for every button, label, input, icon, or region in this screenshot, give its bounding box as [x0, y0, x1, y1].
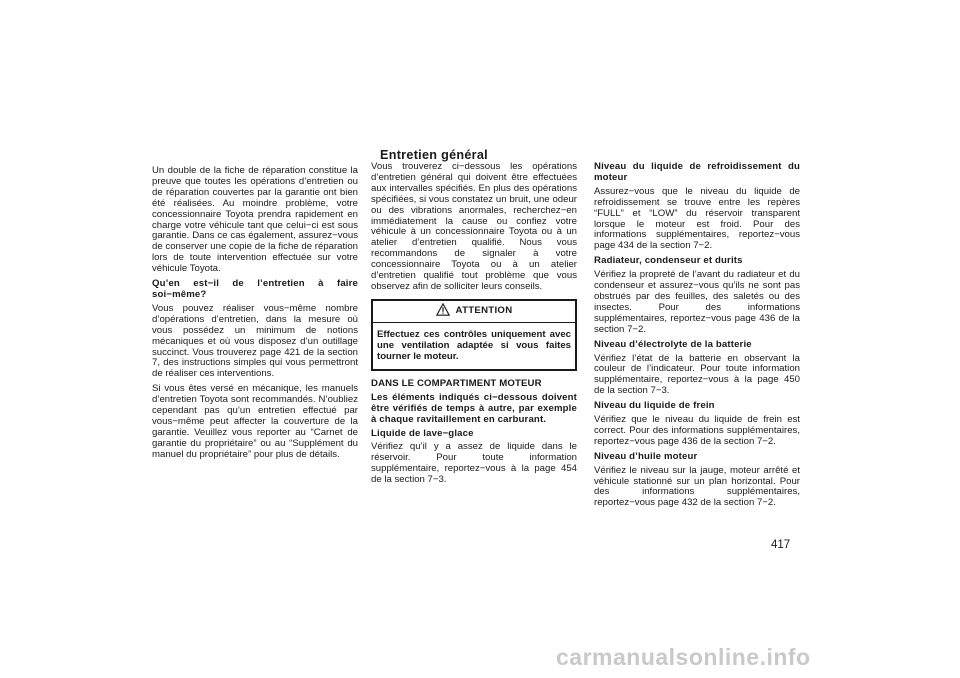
heading-radiator: Radiateur, condenseur et durits — [594, 255, 743, 267]
paragraph-washer-fluid: Vérifiez qu’il y a assez de liquide dans le réservoir. Pour toute information supplémentaire, reportez−vous à la page 454 de la section 7−3. — [371, 441, 577, 486]
paragraph-self-maintenance: Vous pouvez réaliser vous−même nombre d’opérations d’entretien, dans la mesure où vous possédez un minimum de notions mécaniques et où vous disposez d’un outillage succinct. Vous trouverez page 421 de la section 7, des instructions simples qui vous permettront de réaliser ces interventions. — [152, 302, 358, 380]
heading-battery-electrolyte: Niveau d’électrolyte de la batterie — [594, 338, 752, 350]
column-right — [594, 162, 800, 513]
page-number: 417 — [771, 539, 791, 551]
attention-header — [373, 301, 575, 323]
column-middle — [371, 162, 577, 490]
paragraph-service-manuals: Si vous êtes versé en mécanique, les manuels d’entretien Toyota sont recommandés. N’oubliez cependant pas qu’un entretien effectué par vous−même peut affecter la couverture de la garantie. Veuillez vous reporter au “Carnet de garantie du propriétaire” ou au “Supplément du manuel du propriétaire” pour plus de détails. — [152, 383, 358, 460]
attention-box — [371, 299, 577, 371]
paragraph-coolant-level: Assurez−vous que le niveau du liquide de refroidissement se trouve entre les repères “FULL” et “LOW” du réservoir transparent lorsque le moteur est froid. Pour des informations supplémentaires, reportez−vous page 434 de la section 7−2. — [594, 185, 800, 252]
paragraph-battery-electrolyte: Vérifiez l’état de la batterie en observant la couleur de l’indicateur. Pour toute information supplémentaire, reportez−vous à la page 450 de la section 7−3. — [594, 352, 800, 397]
paragraph-repair-sheet: Un double de la fiche de réparation constitue la preuve que toutes les opérations d’entretien ou de réparation couvertes par la garantie ont bien été réalisées. Au moindre problème, votre concessionnaire Toyota prendra rapidement en charge votre véhicule tant que celui−ci est sous garantie. Dans ce cas également, assurez−vous de conserver une copie de la fiche de réparation lors de toute intervention effectuée sur votre véhicule Toyota. — [152, 165, 358, 275]
heading-coolant-level: Niveau du liquide de refroidissement du moteur — [594, 161, 800, 183]
paragraph-radiator: Vérifiez la propreté de l’avant du radiateur et du condenseur et assurez−vous qu’ils ne sont pas obstrués par des feuilles, des saletés ou des insectes. Pour des informations supplémentaires, reportez−vous page 436 de la section 7−2. — [594, 269, 800, 335]
paragraph-engine-oil: Vérifiez le niveau sur la jauge, moteur arrêté et véhicule stationné sur un plan horizontal. Pour des informations supplémentaires, reportez−vous page 432 de la section 7−2. — [594, 464, 800, 509]
section-title: Entretien général — [380, 148, 488, 162]
attention-text: Effectuez ces contrôles uniquement avec une ventilation adaptée si vous faites tourner le moteur. — [377, 328, 571, 362]
heading-engine-compartment: DANS LE COMPARTIMENT MOTEUR — [371, 377, 542, 389]
heading-engine-oil: Niveau d’huile moteur — [594, 450, 698, 462]
heading-check-items: Les éléments indiqués ci−dessous doivent être vérifiés de temps à autre, par exemple à chaque ravitaillement en carburant. — [371, 391, 577, 425]
heading-self-maintenance: Qu’en est−il de l’entretien à faire soi−même? — [152, 278, 358, 300]
paragraph-general-maintenance: Vous trouverez ci−dessous les opérations d’entretien général qui doivent être effectuées aux intervalles spécifiés. En plus des opérations spécifiées, si vous constatez un bruit, une odeur ou des vibrations anormales, recherchez−en immédiatement la cause ou confiez votre véhicule à un concessionnaire Toyota ou à un atelier d’entretien qualifié. Nous vous recommandons de signaler à votre concessionnaire Toyota ou à un atelier d’entretien qualifié tout problème que vous observez afin de solliciter leurs conseils. — [371, 161, 577, 292]
paragraph-brake-fluid: Vérifiez que le niveau du liquide de frein est correct. Pour des informations supplémentaires, reportez−vous page 436 de la section 7−2. — [594, 414, 800, 447]
column-left — [152, 166, 358, 465]
attention-label: ATTENTION — [455, 304, 513, 316]
heading-brake-fluid: Niveau du liquide de frein — [594, 400, 715, 412]
warning-triangle-icon — [436, 303, 450, 320]
heading-washer-fluid: Liquide de lave−glace — [371, 427, 474, 439]
watermark: carmanualsonline.info — [556, 644, 811, 670]
